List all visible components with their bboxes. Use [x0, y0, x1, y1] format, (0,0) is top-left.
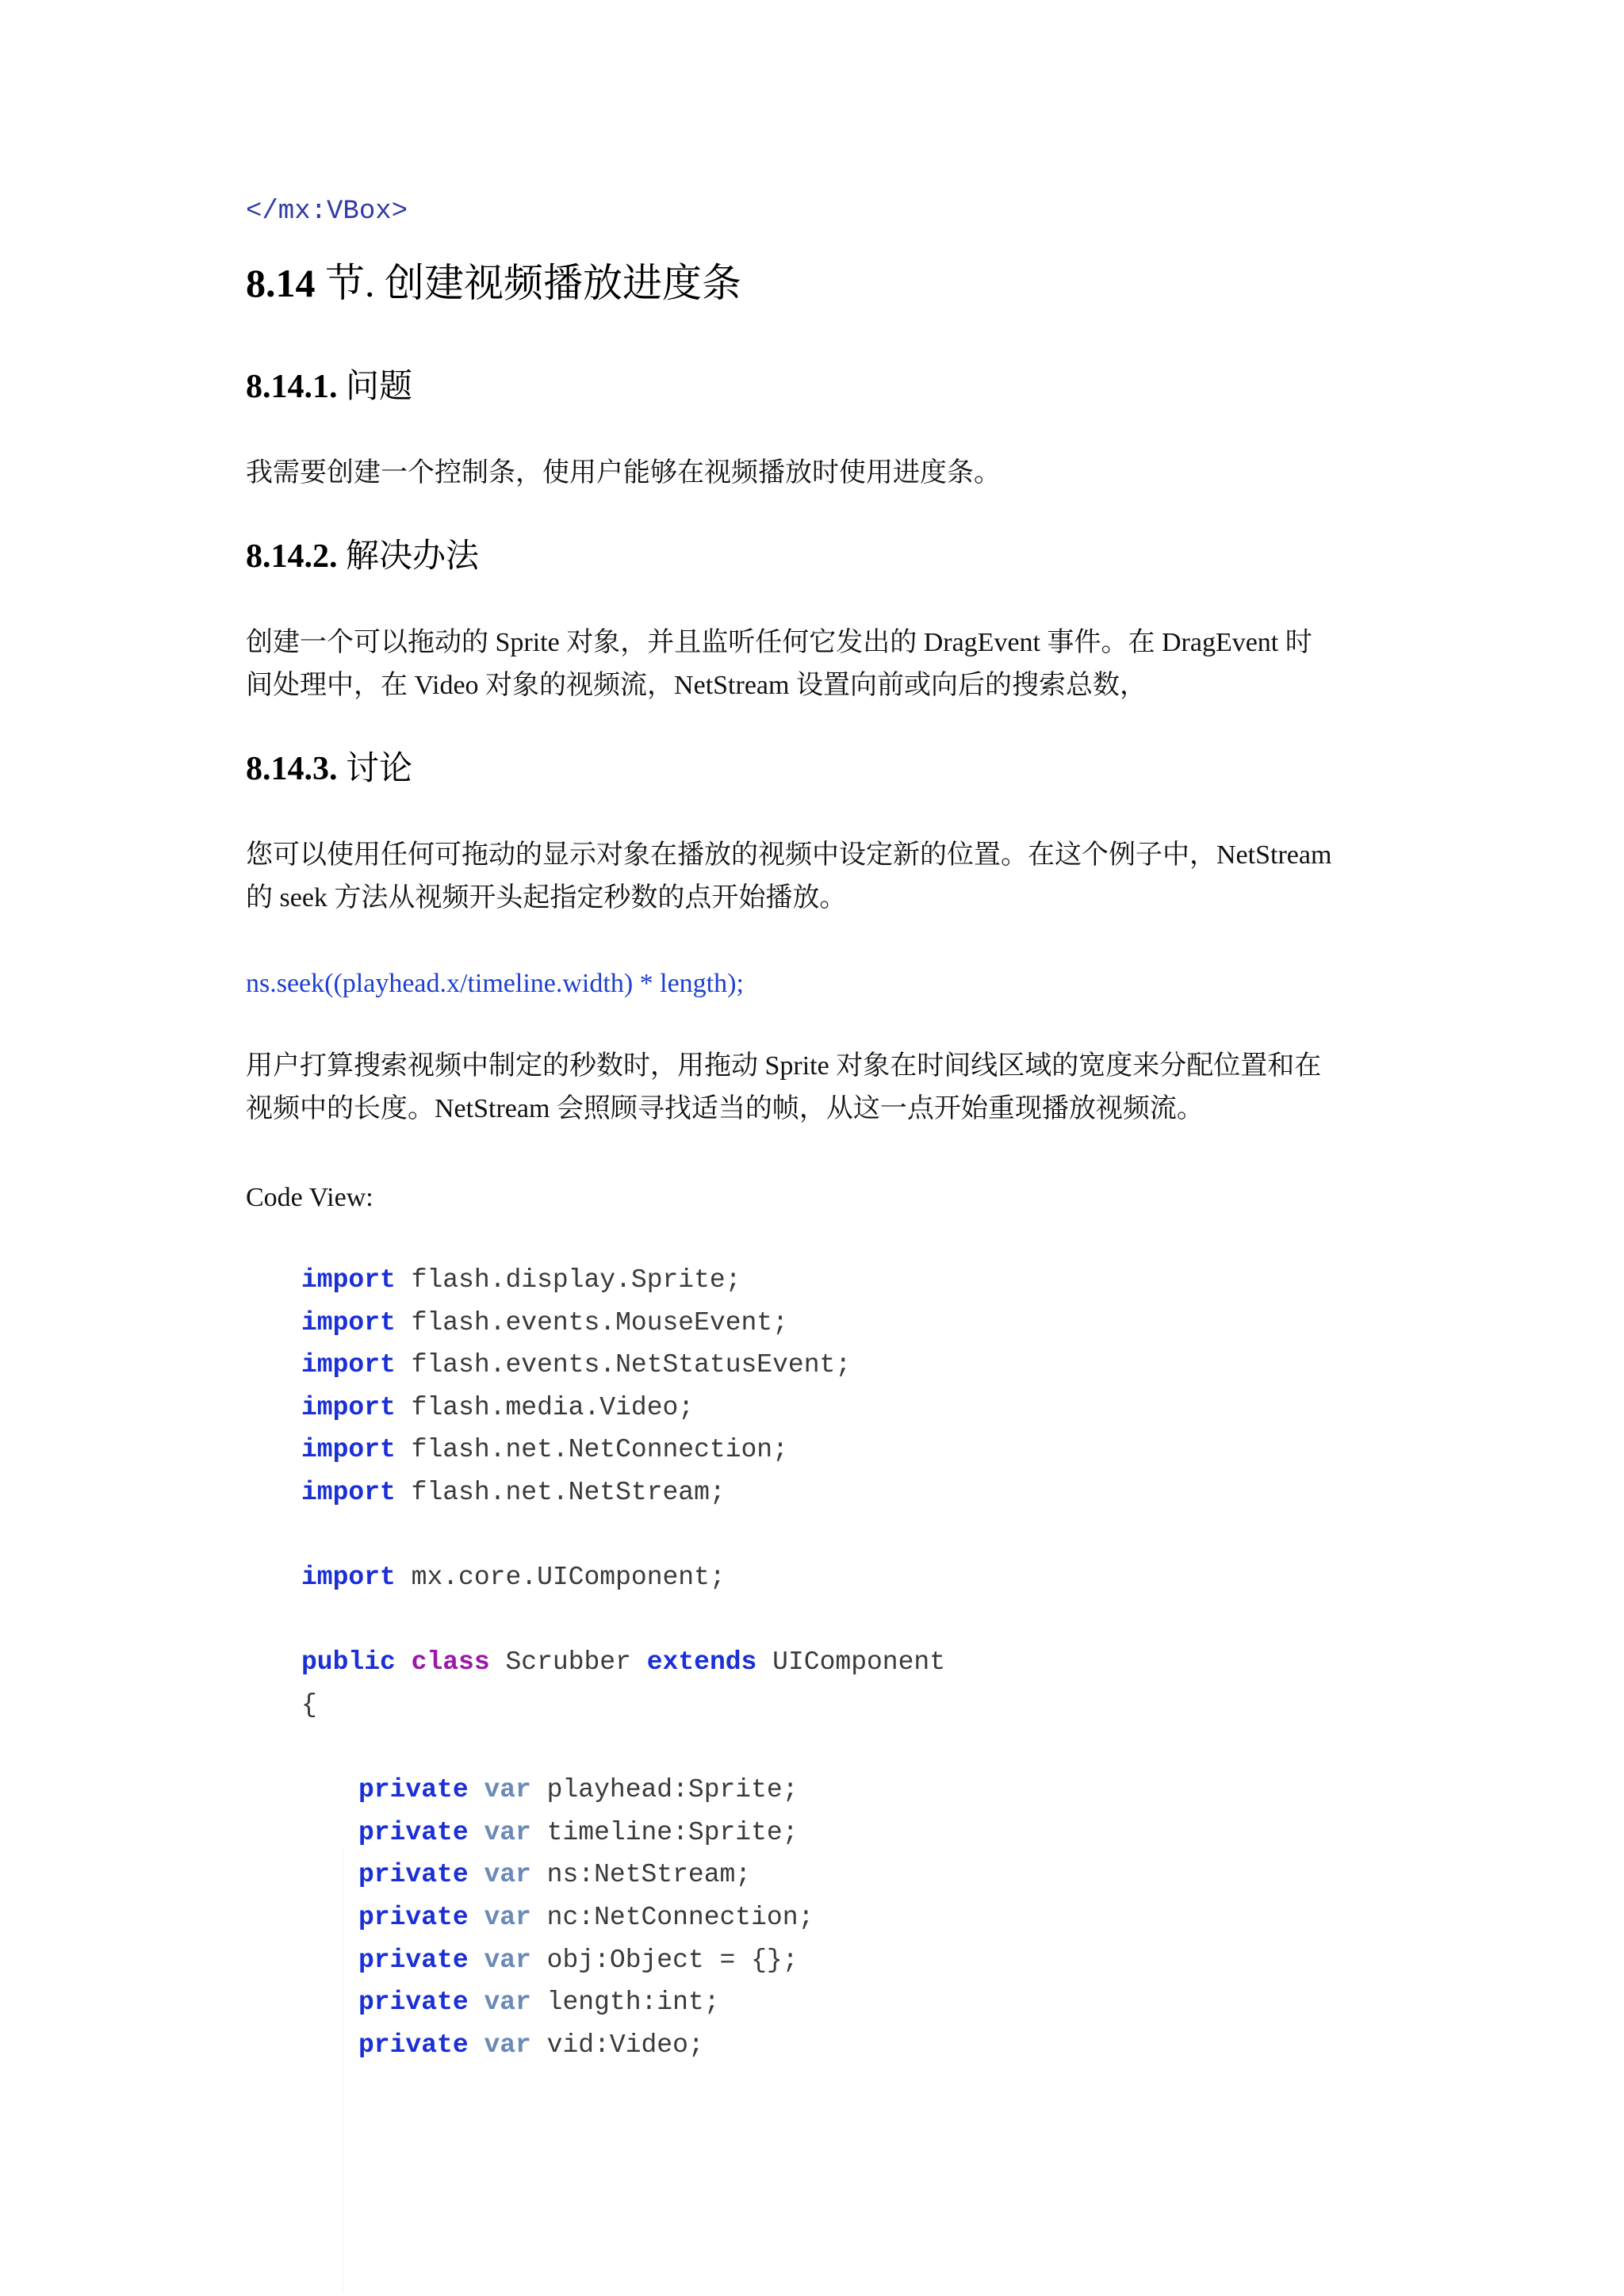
open-brace: { [301, 1689, 317, 1720]
class-name: Scrubber [505, 1647, 631, 1678]
code-block [301, 1259, 945, 2066]
problem-title: 问题 [346, 369, 413, 405]
code-line-blank [301, 1599, 945, 1642]
var-keyword: var [484, 1945, 531, 1975]
discussion-line: 用户打算搜索视频中制定的秒数时，用拖动 Sprite 对象在时间线区域的宽度来分配位置和在 [246, 1051, 1322, 1081]
closing-tag: </mx:VBox> [246, 197, 408, 227]
discussion-text-2 [246, 1045, 1388, 1131]
private-keyword: private [358, 1902, 469, 1932]
field-decl: timeline:Sprite; [546, 1817, 799, 1847]
import-path: flash.net.NetConnection; [411, 1435, 788, 1465]
class-keyword: class [411, 1647, 490, 1678]
private-keyword: private [358, 1860, 469, 1890]
import-path: mx.core.UIComponent; [411, 1563, 726, 1593]
discussion-line: 视频中的长度。NetStream 会照顾寻找适当的帧，从这一点开始重现播放视频流。 [246, 1094, 1204, 1123]
import-path: flash.net.NetStream; [411, 1477, 726, 1507]
code-line-import [301, 1302, 945, 1345]
code-line-class-decl [301, 1641, 945, 1684]
var-keyword: var [484, 1817, 531, 1847]
code-line-field [301, 1981, 945, 2024]
var-keyword: var [484, 1860, 531, 1890]
section-title-text: 节. 创建视频播放进度条 [325, 261, 741, 305]
code-line-import [301, 1344, 945, 1387]
private-keyword: private [358, 1988, 469, 2018]
solution-line: 间处理中，在 Video 对象的视频流，NetStream 设置向前或向后的搜索总数， [246, 671, 1147, 700]
import-keyword: import [301, 1477, 396, 1507]
code-line-field [301, 1854, 945, 1896]
import-keyword: import [301, 1563, 396, 1593]
code-line-import [301, 1556, 945, 1599]
import-path: flash.events.NetStatusEvent; [411, 1350, 852, 1380]
problem-text [246, 452, 1388, 495]
var-keyword: var [484, 1902, 531, 1932]
code-line-import [301, 1429, 945, 1471]
private-keyword: private [358, 1817, 469, 1847]
import-keyword: import [301, 1350, 396, 1380]
import-path: flash.events.MouseEvent; [411, 1307, 788, 1337]
solution-number: 8.14.2. [246, 538, 338, 575]
discussion-line: 您可以使用任何可拖动的显示对象在播放的视频中设定新的位置。在这个例子中，NetStream [246, 840, 1332, 870]
code-line-field [301, 2024, 945, 2067]
code-view-label: Code View: [246, 1183, 373, 1212]
discussion-number: 8.14.3. [246, 751, 338, 787]
import-path: flash.media.Video; [411, 1392, 695, 1422]
field-decl: nc:NetConnection; [546, 1902, 814, 1932]
discussion-heading [246, 747, 412, 791]
import-path: flash.display.Sprite; [411, 1265, 741, 1295]
solution-title: 解决办法 [346, 538, 480, 575]
code-line-import [301, 1387, 945, 1429]
var-keyword: var [484, 2030, 531, 2060]
solution-line: 创建一个可以拖动的 Sprite 对象，并且监听任何它发出的 DragEvent 事件。在 DragEvent 时 [246, 628, 1312, 657]
private-keyword: private [358, 1945, 469, 1975]
field-decl: length:int; [546, 1988, 720, 2018]
import-keyword: import [301, 1265, 396, 1295]
problem-heading [246, 365, 412, 409]
var-keyword: var [484, 1775, 531, 1805]
var-keyword: var [484, 1988, 531, 2018]
import-keyword: import [301, 1435, 396, 1465]
private-keyword: private [358, 2030, 469, 2060]
field-decl: ns:NetStream; [546, 1860, 752, 1890]
code-line-import [301, 1259, 945, 1302]
problem-number: 8.14.1. [246, 369, 338, 405]
field-decl: playhead:Sprite; [546, 1775, 799, 1805]
base-class: UIComponent [772, 1647, 946, 1678]
code-line-blank [301, 1727, 945, 1770]
solution-text [246, 622, 1388, 707]
code-line-field [301, 1769, 945, 1812]
solution-heading [246, 534, 479, 579]
problem-line: 我需要创建一个控制条，使用户能够在视频播放时使用进度条。 [246, 458, 1001, 488]
field-decl: obj:Object = {}; [546, 1945, 799, 1975]
section-title [246, 255, 741, 311]
extends-keyword: extends [646, 1647, 757, 1678]
import-keyword: import [301, 1307, 396, 1337]
code-line-field [301, 1896, 945, 1939]
code-line-blank [301, 1514, 945, 1557]
import-keyword: import [301, 1392, 396, 1422]
field-decl: vid:Video; [546, 2030, 704, 2060]
public-keyword: public [301, 1647, 396, 1678]
code-line-field [301, 1812, 945, 1854]
discussion-line: 的 seek 方法从视频开头起指定秒数的点开始播放。 [246, 883, 847, 913]
seek-formula: ns.seek((playhead.x/timeline.width) * length); [246, 969, 744, 998]
code-line-brace [301, 1684, 945, 1727]
discussion-text-1 [246, 834, 1388, 920]
section-number: 8.14 [246, 261, 316, 305]
private-keyword: private [358, 1775, 469, 1805]
code-line-import [301, 1471, 945, 1514]
discussion-title: 讨论 [346, 751, 413, 787]
code-line-field [301, 1939, 945, 1982]
